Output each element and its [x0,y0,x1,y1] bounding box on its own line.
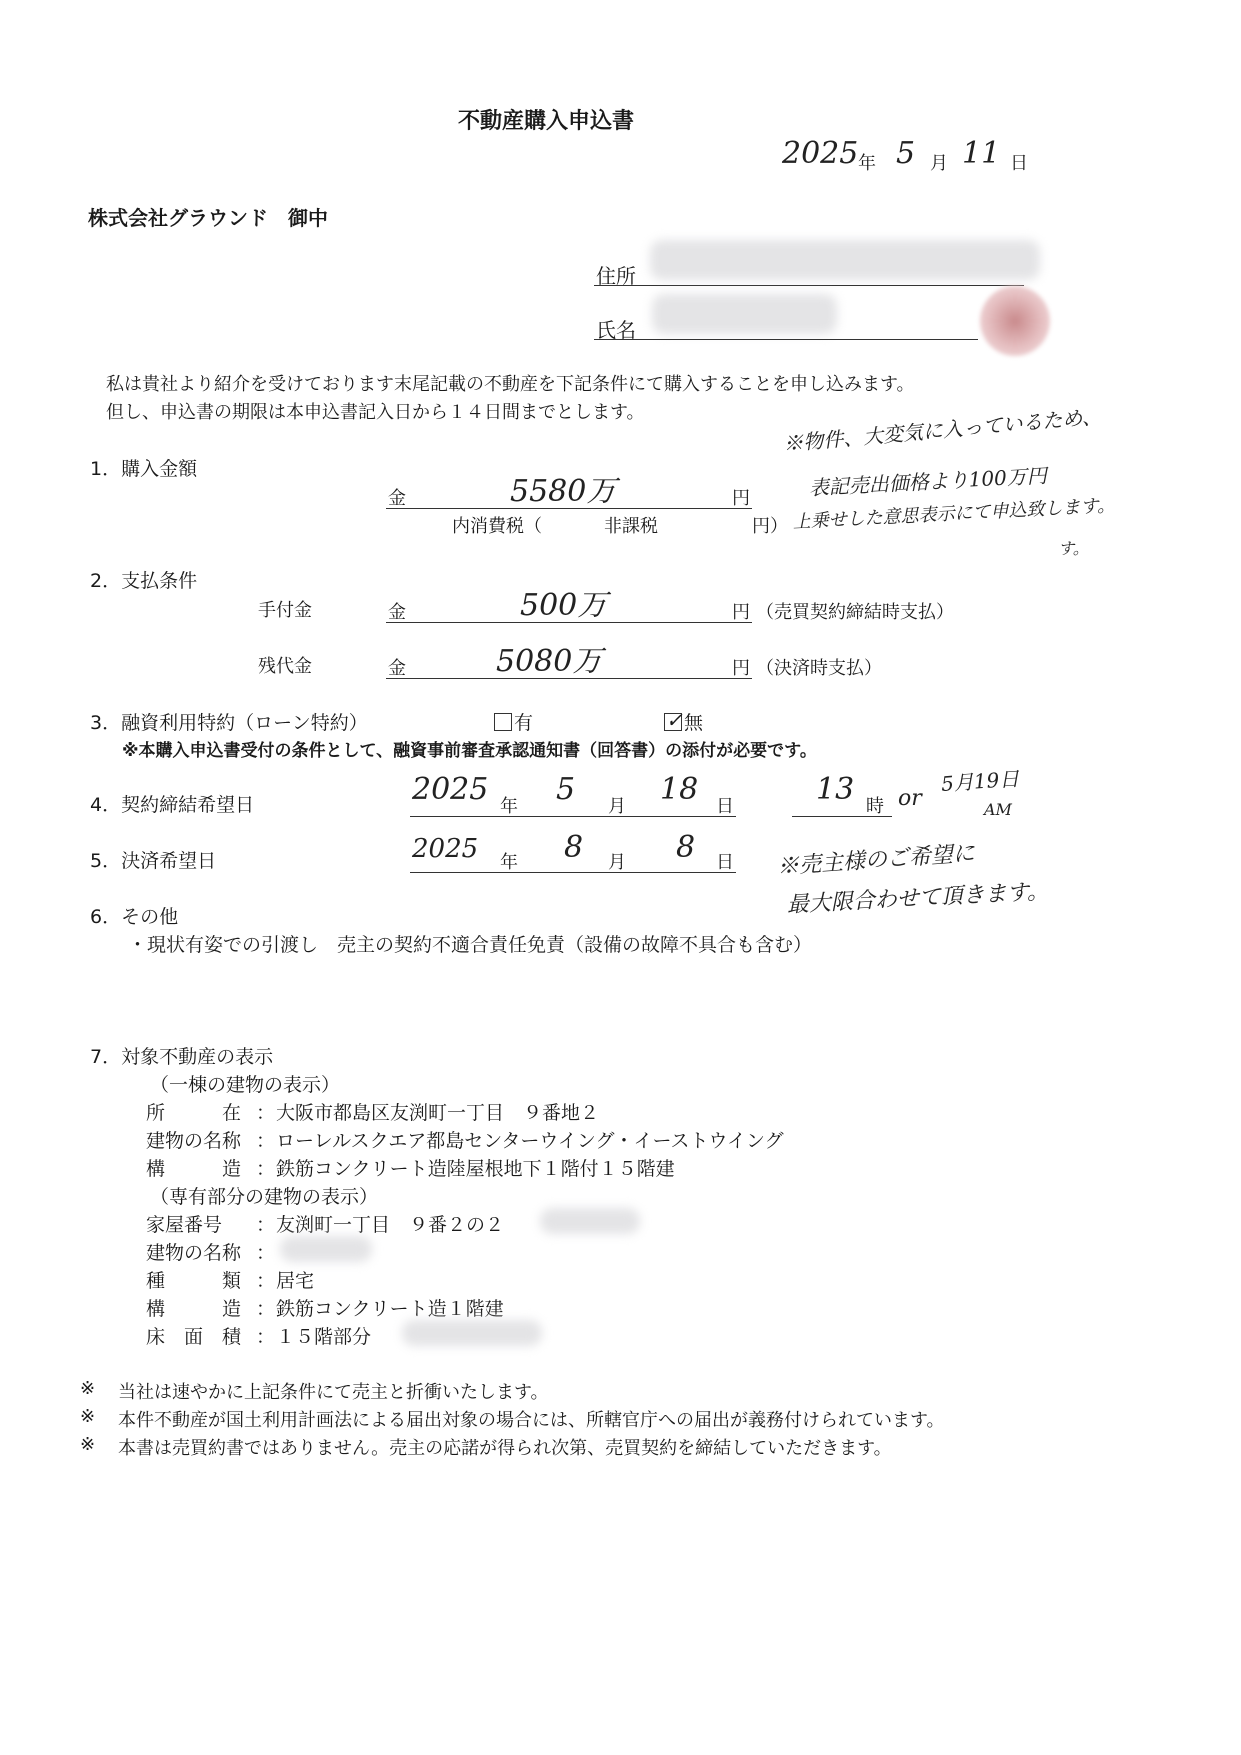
floor-area-label: 床 面 積 [146,1326,242,1348]
redacted-name [652,294,837,334]
settle-note-line-2: 最大限合わせて頂きます。 [786,879,1050,918]
price-underline [386,508,752,509]
other-item: ・現状有姿での引渡し 売主の契約不適合責任免責（設備の故障不具合も含む） [128,934,813,956]
floor-area-value: １５階部分 [276,1326,372,1348]
settle-day-value: 8 [676,830,696,865]
intro-line-1: 私は貴社より紹介を受けております末尾記載の不動産を下記条件にて購入することを申し込みます。 [106,374,915,395]
redacted-address [650,240,1040,280]
loan-no-label: 無 [684,712,704,734]
name-underline [594,339,978,340]
footnote-text: 本件不動産が国土利用計画法による届出対象の場合には、所轄官庁への届出が義務付けられています。 [118,1410,945,1431]
deposit-prefix: 金 [388,602,406,623]
footnote-text: 本書は売買約書ではありません。売主の応諾が得られ次第、売買契約を締結していただきます。 [118,1438,892,1459]
settle-date-underline [410,872,736,873]
section6-label: 6．その他 [90,906,179,928]
addressee: 株式会社グラウンド 御中 [88,206,328,230]
row-separator: ： [256,1130,276,1152]
structure-label: 構 造 [146,1158,242,1180]
row-separator: ： [256,1242,276,1264]
price-note-line-3: 上乗せした意思表示にて申込致します。 [792,495,1116,533]
building-name-value: ローレルスクエア都島センターウイング・イーストウイング [276,1130,784,1152]
loan-no-checkbox[interactable] [664,708,683,732]
type-value: 居宅 [276,1270,315,1292]
price-prefix: 金 [388,488,406,509]
personal-seal [980,286,1050,356]
building-header: （一棟の建物の表示） [150,1074,341,1096]
price-note-line-1: ※物件、大変気に入っているため、 [782,404,1103,456]
settle-month-value: 8 [564,830,584,865]
section4-label: 4．契約締結希望日 [90,794,255,816]
contract-year-label: 年 [500,796,518,817]
name-label: 氏名 [596,318,636,342]
date-year-value: 2025 [782,136,859,171]
price-amount: 5580万 [510,474,617,509]
balance-label: 残代金 [258,656,312,677]
section3-label: 3．融資利用特約（ローン特約） [90,712,368,734]
loan-yes-label: 有 [514,712,534,734]
balance-amount: 5080万 [496,644,603,679]
section2-label: 2．支払条件 [90,570,198,592]
building-name-label: 建物の名称 [146,1130,242,1152]
contract-alt-time: AM [984,800,1012,819]
footnote-mark: ※ [80,1378,96,1399]
document-title: 不動産購入申込書 [458,109,635,134]
redacted-unit-name [280,1236,372,1262]
tax-open: 内消費税（ [452,516,542,537]
contract-day-label: 日 [716,796,734,817]
settle-note-line-1: ※売主様のご希望に [776,841,976,880]
contract-hour-value: 13 [816,772,855,807]
intro-line-2: 但し、申込書の期限は本申込書記入日から１４日間までとします。 [106,402,645,423]
row-separator: ： [256,1102,276,1124]
row-separator: ： [256,1158,276,1180]
footnote-mark: ※ [80,1406,96,1427]
contract-day-value: 18 [660,772,699,807]
balance-note: （決済時支払） [756,658,882,679]
structure-value: 鉄筋コンクリート造陸屋根地下１階付１５階建 [276,1158,675,1180]
contract-alt-date: 5月19日 [940,766,1020,796]
footnote-text: 当社は速やかに上記条件にて売主と折衝いたします。 [118,1382,549,1403]
row-separator: ： [256,1214,276,1236]
section5-label: 5．決済希望日 [90,850,217,872]
deposit-suffix: 円 [732,602,750,623]
house-number-value: 友渕町一丁目 ９番２の２ [276,1214,505,1236]
deposit-amount: 500万 [520,588,608,623]
unit-structure-label: 構 造 [146,1298,242,1320]
unit-structure-value: 鉄筋コンクリート造１階建 [276,1298,504,1320]
type-label: 種 類 [146,1270,242,1292]
deposit-note: （売買契約締結時支払） [756,602,954,623]
address-label: 住所 [596,264,636,288]
date-day-label: 日 [1010,153,1028,174]
location-label: 所 在 [146,1102,242,1124]
contract-month-value: 5 [556,772,576,807]
date-year-label: 年 [858,153,876,174]
loan-yes-checkbox[interactable] [494,713,512,731]
settle-month-label: 月 [608,852,626,873]
redacted-floor-area [402,1320,542,1346]
price-note-line-4: す。 [1058,539,1089,558]
date-month-label: 月 [930,153,948,174]
balance-prefix: 金 [388,658,406,679]
contract-year-value: 2025 [412,772,489,807]
settle-year-label: 年 [500,852,518,873]
loan-option-yes[interactable] [494,708,533,735]
balance-suffix: 円 [732,658,750,679]
price-suffix: 円 [732,488,750,509]
house-number-label: 家屋番号 [146,1214,223,1236]
contract-month-label: 月 [608,796,626,817]
tax-close: 円） [752,516,788,537]
row-separator: ： [256,1326,276,1348]
checkmark-icon: ✓ [666,708,683,732]
balance-underline [386,678,752,679]
tax-value: 非課税 [604,516,658,537]
unit-name-label: 建物の名称 [146,1242,242,1264]
contract-hour-label: 時 [866,796,884,817]
contract-alt-or: or [898,786,922,811]
redacted-house-number [540,1208,640,1234]
date-month-value: 5 [896,136,916,171]
address-underline [594,285,1024,286]
settle-year-value: 2025 [412,834,479,864]
row-separator: ： [256,1298,276,1320]
deposit-label: 手付金 [258,600,312,621]
row-separator: ： [256,1270,276,1292]
price-note-line-2: 表記売出価格より100万円 [808,463,1048,500]
deposit-underline [386,622,752,623]
unit-header: （専有部分の建物の表示） [150,1186,379,1208]
contract-hour-underline [792,816,892,817]
footnote-mark: ※ [80,1434,96,1455]
section7-label: 7．対象不動産の表示 [90,1046,274,1068]
section1-label: 1．購入金額 [90,458,198,480]
loan-notice: ※本購入申込書受付の条件として、融資事前審査承認通知書（回答書）の添付が必要です。 [122,741,817,761]
date-day-value: 11 [962,136,1001,171]
contract-date-underline [410,816,736,817]
settle-day-label: 日 [716,852,734,873]
loan-option-no[interactable] [664,708,703,735]
location-value: 大阪市都島区友渕町一丁目 ９番地２ [276,1102,600,1124]
